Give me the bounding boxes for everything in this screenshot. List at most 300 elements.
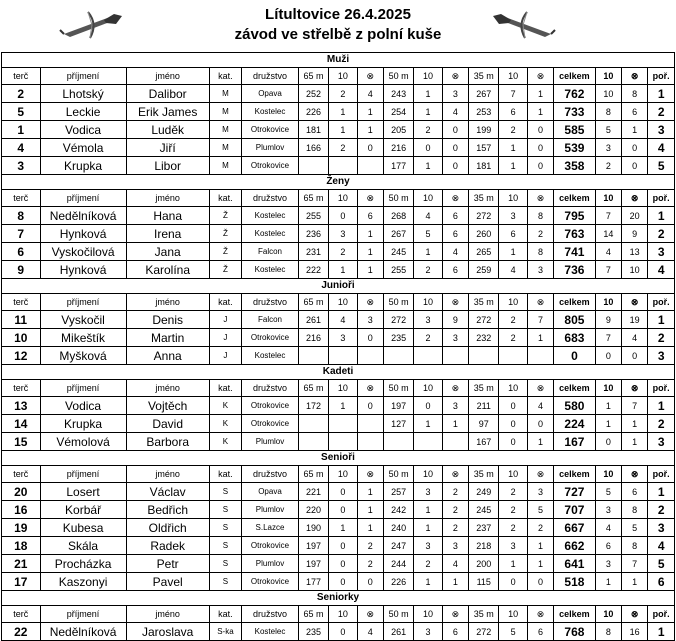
cell-surname: Procházka — [40, 555, 126, 573]
cell-team: Opava — [242, 85, 299, 103]
cell-score-65: 226 — [298, 103, 328, 121]
cell-x-total: 4 — [622, 329, 648, 347]
column-header-score-65: 65 m — [298, 190, 328, 207]
cell-tens-50: 3 — [414, 311, 442, 329]
cell-team: Plumlov — [242, 555, 299, 573]
cell-target: 15 — [2, 433, 41, 451]
cell-tens-35: 3 — [499, 537, 527, 555]
cell-tens-total: 6 — [595, 537, 621, 555]
column-header-surname: příjmení — [40, 466, 126, 483]
cell-tens-total: 1 — [595, 397, 621, 415]
cell-score-50: 243 — [383, 85, 413, 103]
column-header-x-50: ⊗ — [442, 606, 468, 623]
cell-x-65: 6 — [357, 207, 383, 225]
cell-x-total: 9 — [622, 225, 648, 243]
cell-score-65: 255 — [298, 207, 328, 225]
cell-tens-35: 7 — [499, 85, 527, 103]
cell-tens-35: 1 — [499, 243, 527, 261]
cell-tens-35: 4 — [499, 261, 527, 279]
cell-score-65 — [298, 347, 328, 365]
cell-tens-50: 2 — [414, 555, 442, 573]
column-header-tens-50: 10 — [414, 606, 442, 623]
cell-score-35: 199 — [469, 121, 499, 139]
column-header-total: celkem — [554, 606, 596, 623]
cell-tens-total: 0 — [595, 433, 621, 451]
cell-x-total: 7 — [622, 555, 648, 573]
cell-first-name: Radek — [126, 537, 209, 555]
cell-tens-65: 3 — [329, 329, 357, 347]
column-header-score-65: 65 m — [298, 606, 328, 623]
column-header-first-name: jméno — [126, 466, 209, 483]
cell-x-35 — [527, 347, 553, 365]
column-header-target: terč — [2, 380, 41, 397]
column-header-category: kat. — [209, 606, 241, 623]
cell-x-65 — [357, 415, 383, 433]
column-header-x-65: ⊗ — [357, 606, 383, 623]
cell-x-35: 1 — [527, 85, 553, 103]
cell-target: 22 — [2, 623, 41, 641]
cell-tens-total: 8 — [595, 623, 621, 641]
column-header-x-total: ⊗ — [622, 606, 648, 623]
cell-x-50: 2 — [442, 519, 468, 537]
cell-category: Ž — [209, 225, 241, 243]
cell-score-50: 177 — [383, 157, 413, 175]
cell-tens-50: 1 — [414, 243, 442, 261]
column-header-x-35: ⊗ — [527, 190, 553, 207]
cell-x-total: 1 — [622, 433, 648, 451]
cell-score-65: 235 — [298, 623, 328, 641]
table-row — [2, 225, 675, 243]
cell-surname: Vémola — [40, 139, 126, 157]
column-header-target: terč — [2, 606, 41, 623]
cell-target: 17 — [2, 573, 41, 591]
cell-tens-total: 8 — [595, 103, 621, 121]
cell-x-35: 3 — [527, 483, 553, 501]
cell-tens-35: 0 — [499, 397, 527, 415]
column-header-rank: poř. — [648, 68, 675, 85]
cell-x-35: 0 — [527, 139, 553, 157]
cell-tens-65: 0 — [329, 537, 357, 555]
cell-x-35: 4 — [527, 397, 553, 415]
cell-total: 358 — [554, 157, 596, 175]
table-row — [2, 311, 675, 329]
column-header-score-35: 35 m — [469, 606, 499, 623]
cell-surname: Kaszonyi — [40, 573, 126, 591]
cell-x-50: 4 — [442, 555, 468, 573]
column-header-target: terč — [2, 68, 41, 85]
section-title-row — [2, 451, 675, 466]
cell-first-name: David — [126, 415, 209, 433]
cell-first-name: Jana — [126, 243, 209, 261]
cell-tens-total: 14 — [595, 225, 621, 243]
column-header-score-35: 35 m — [469, 466, 499, 483]
cell-team: Kostelec — [242, 347, 299, 365]
cell-team: Falcon — [242, 243, 299, 261]
cell-tens-65: 0 — [329, 555, 357, 573]
column-header-x-65: ⊗ — [357, 380, 383, 397]
cell-tens-65: 4 — [329, 311, 357, 329]
cell-total: 585 — [554, 121, 596, 139]
cell-first-name: Jaroslava — [126, 623, 209, 641]
cell-x-total: 16 — [622, 623, 648, 641]
cell-total: 224 — [554, 415, 596, 433]
section-title: Senioři — [2, 451, 675, 466]
cell-first-name: Petr — [126, 555, 209, 573]
cell-first-name: Martin — [126, 329, 209, 347]
cell-first-name: Vojtěch — [126, 397, 209, 415]
cell-target: 1 — [2, 121, 41, 139]
cell-tens-50: 1 — [414, 103, 442, 121]
cell-target: 19 — [2, 519, 41, 537]
cell-surname: Krupka — [40, 415, 126, 433]
cell-x-total: 7 — [622, 397, 648, 415]
cell-surname: Nedělníková — [40, 623, 126, 641]
cell-score-65: 220 — [298, 501, 328, 519]
table-row — [2, 207, 675, 225]
cell-tens-65: 1 — [329, 397, 357, 415]
cell-tens-total: 3 — [595, 555, 621, 573]
column-header-total: celkem — [554, 466, 596, 483]
cell-score-50: 216 — [383, 139, 413, 157]
cell-tens-35: 2 — [499, 501, 527, 519]
cell-tens-50: 3 — [414, 537, 442, 555]
cell-score-50: 267 — [383, 225, 413, 243]
cell-x-50: 6 — [442, 225, 468, 243]
column-header-x-65: ⊗ — [357, 190, 383, 207]
column-header-tens-50: 10 — [414, 68, 442, 85]
table-row — [2, 483, 675, 501]
cell-total: 727 — [554, 483, 596, 501]
cell-target: 10 — [2, 329, 41, 347]
cell-tens-65: 0 — [329, 623, 357, 641]
column-header-score-65: 65 m — [298, 380, 328, 397]
cell-x-65: 0 — [357, 139, 383, 157]
column-header-team: družstvo — [242, 606, 299, 623]
cell-tens-65: 1 — [329, 103, 357, 121]
cell-tens-35: 2 — [499, 483, 527, 501]
cell-surname: Kubesa — [40, 519, 126, 537]
cell-score-50: 127 — [383, 415, 413, 433]
cell-score-35: 249 — [469, 483, 499, 501]
cell-tens-35: 1 — [499, 157, 527, 175]
cell-target: 2 — [2, 85, 41, 103]
cell-category: Ž — [209, 243, 241, 261]
cell-rank: 2 — [648, 329, 675, 347]
column-header-tens-50: 10 — [414, 190, 442, 207]
cell-total: 539 — [554, 139, 596, 157]
table-row — [2, 139, 675, 157]
cell-category: J — [209, 311, 241, 329]
cell-rank: 5 — [648, 157, 675, 175]
cell-rank: 3 — [648, 121, 675, 139]
cell-tens-65 — [329, 433, 357, 451]
column-header-tens-65: 10 — [329, 380, 357, 397]
cell-x-total: 0 — [622, 157, 648, 175]
column-header-score-50: 50 m — [383, 380, 413, 397]
cell-first-name: Denis — [126, 311, 209, 329]
column-header-score-35: 35 m — [469, 68, 499, 85]
table-row — [2, 573, 675, 591]
column-header-score-65: 65 m — [298, 294, 328, 311]
cell-total: 580 — [554, 397, 596, 415]
cell-rank: 3 — [648, 243, 675, 261]
cell-score-65: 216 — [298, 329, 328, 347]
cell-tens-50 — [414, 347, 442, 365]
cell-score-35: 245 — [469, 501, 499, 519]
cell-x-50: 6 — [442, 207, 468, 225]
cell-score-50: 197 — [383, 397, 413, 415]
column-header-tens-total: 10 — [595, 466, 621, 483]
column-header-surname: příjmení — [40, 190, 126, 207]
cell-target: 13 — [2, 397, 41, 415]
cell-target: 9 — [2, 261, 41, 279]
column-header-x-total: ⊗ — [622, 380, 648, 397]
cell-score-65 — [298, 433, 328, 451]
cell-surname: Nedělníková — [40, 207, 126, 225]
cell-x-35: 2 — [527, 225, 553, 243]
section-title: Ženy — [2, 175, 675, 190]
cell-score-35: 237 — [469, 519, 499, 537]
cell-tens-total: 0 — [595, 347, 621, 365]
cell-x-total: 1 — [622, 415, 648, 433]
cell-x-50: 9 — [442, 311, 468, 329]
cell-score-50: 261 — [383, 623, 413, 641]
cell-target: 11 — [2, 311, 41, 329]
cell-tens-65: 0 — [329, 207, 357, 225]
column-header-rank: poř. — [648, 380, 675, 397]
column-header-tens-65: 10 — [329, 190, 357, 207]
cell-x-50: 0 — [442, 139, 468, 157]
cell-tens-50: 0 — [414, 139, 442, 157]
cell-target: 6 — [2, 243, 41, 261]
column-header-x-65: ⊗ — [357, 466, 383, 483]
cell-category: Ž — [209, 207, 241, 225]
column-header-x-total: ⊗ — [622, 294, 648, 311]
page-subtitle: závod ve střelbě z polní kuše — [234, 26, 442, 43]
cell-score-35: 167 — [469, 433, 499, 451]
cell-score-65: 236 — [298, 225, 328, 243]
cell-tens-50: 4 — [414, 207, 442, 225]
cell-rank: 4 — [648, 261, 675, 279]
cell-tens-total: 1 — [595, 573, 621, 591]
section-title: Kadeti — [2, 365, 675, 380]
cell-score-50: 272 — [383, 311, 413, 329]
cell-tens-total: 9 — [595, 311, 621, 329]
table-row — [2, 501, 675, 519]
cell-x-35: 1 — [527, 433, 553, 451]
cell-score-35 — [469, 347, 499, 365]
column-header-x-35: ⊗ — [527, 380, 553, 397]
cell-score-35: 232 — [469, 329, 499, 347]
cell-score-35: 265 — [469, 243, 499, 261]
column-header-tens-35: 10 — [499, 68, 527, 85]
cell-tens-35: 5 — [499, 623, 527, 641]
cell-rank: 5 — [648, 555, 675, 573]
cell-team: Kostelec — [242, 623, 299, 641]
cell-x-65: 1 — [357, 501, 383, 519]
cell-rank: 2 — [648, 225, 675, 243]
cell-rank: 1 — [648, 207, 675, 225]
column-header-x-50: ⊗ — [442, 190, 468, 207]
cell-tens-65 — [329, 415, 357, 433]
cell-tens-total: 10 — [595, 85, 621, 103]
column-header-tens-65: 10 — [329, 68, 357, 85]
table-row — [2, 537, 675, 555]
cell-tens-total: 3 — [595, 139, 621, 157]
cell-score-35: 253 — [469, 103, 499, 121]
column-header-target: terč — [2, 190, 41, 207]
cell-team: Plumlov — [242, 501, 299, 519]
cell-category: M — [209, 139, 241, 157]
cell-first-name: Anna — [126, 347, 209, 365]
column-header-tens-50: 10 — [414, 294, 442, 311]
cell-surname: Krupka — [40, 157, 126, 175]
cell-tens-50: 5 — [414, 225, 442, 243]
cell-tens-35: 6 — [499, 225, 527, 243]
cell-x-65 — [357, 157, 383, 175]
column-header-tens-65: 10 — [329, 466, 357, 483]
cell-category: K — [209, 397, 241, 415]
cell-tens-50: 1 — [414, 85, 442, 103]
cell-score-50: 242 — [383, 501, 413, 519]
column-header-category: kat. — [209, 380, 241, 397]
column-header-x-total: ⊗ — [622, 68, 648, 85]
cell-score-35: 181 — [469, 157, 499, 175]
cell-surname: Vodica — [40, 121, 126, 139]
cell-x-50: 3 — [442, 85, 468, 103]
cell-category: M — [209, 103, 241, 121]
cell-tens-50: 3 — [414, 483, 442, 501]
cell-rank: 3 — [648, 433, 675, 451]
cell-team: Kostelec — [242, 225, 299, 243]
cell-tens-50: 2 — [414, 261, 442, 279]
cell-score-35: 272 — [469, 623, 499, 641]
cell-total: 763 — [554, 225, 596, 243]
cell-x-65 — [357, 347, 383, 365]
cell-team: Otrokovice — [242, 157, 299, 175]
cell-x-total: 6 — [622, 483, 648, 501]
cell-surname: Myšková — [40, 347, 126, 365]
cell-surname: Vodica — [40, 397, 126, 415]
cell-tens-50: 1 — [414, 501, 442, 519]
cell-score-65: 252 — [298, 85, 328, 103]
column-header-team: družstvo — [242, 466, 299, 483]
cell-x-total: 8 — [622, 85, 648, 103]
cell-x-35: 3 — [527, 261, 553, 279]
column-header-category: kat. — [209, 190, 241, 207]
cell-x-35: 5 — [527, 501, 553, 519]
cell-x-35: 2 — [527, 519, 553, 537]
cell-score-50: 247 — [383, 537, 413, 555]
cell-tens-total: 2 — [595, 157, 621, 175]
cell-team: Otrokovice — [242, 121, 299, 139]
cell-score-65: 261 — [298, 311, 328, 329]
cell-surname: Korbář — [40, 501, 126, 519]
table-row — [2, 103, 675, 121]
cell-x-total: 1 — [622, 573, 648, 591]
cell-score-50: 235 — [383, 329, 413, 347]
cell-team: Plumlov — [242, 139, 299, 157]
cell-tens-65: 3 — [329, 225, 357, 243]
column-header-score-35: 35 m — [469, 380, 499, 397]
cell-first-name: Jiří — [126, 139, 209, 157]
column-header-first-name: jméno — [126, 606, 209, 623]
cell-team: Kostelec — [242, 207, 299, 225]
cell-x-35: 7 — [527, 311, 553, 329]
cell-score-35: 272 — [469, 311, 499, 329]
cell-total: 641 — [554, 555, 596, 573]
column-header-tens-35: 10 — [499, 294, 527, 311]
cell-x-65: 4 — [357, 623, 383, 641]
cell-tens-50: 1 — [414, 519, 442, 537]
column-header-total: celkem — [554, 190, 596, 207]
cell-rank: 2 — [648, 103, 675, 121]
column-header-tens-total: 10 — [595, 190, 621, 207]
cell-surname: Vyskočil — [40, 311, 126, 329]
cell-first-name: Erik James — [126, 103, 209, 121]
section-title: Junioři — [2, 279, 675, 294]
cell-surname: Lhotský — [40, 85, 126, 103]
table-row — [2, 555, 675, 573]
cell-target: 12 — [2, 347, 41, 365]
table-row — [2, 347, 675, 365]
cell-target: 5 — [2, 103, 41, 121]
column-header-row — [2, 190, 675, 207]
column-header-row — [2, 606, 675, 623]
column-header-x-65: ⊗ — [357, 68, 383, 85]
column-header-row — [2, 294, 675, 311]
cell-category: S-ka — [209, 623, 241, 641]
column-header-category: kat. — [209, 294, 241, 311]
table-row — [2, 329, 675, 347]
cell-score-35: 200 — [469, 555, 499, 573]
cell-tens-65 — [329, 157, 357, 175]
cell-category: S — [209, 537, 241, 555]
column-header-total: celkem — [554, 294, 596, 311]
cell-total: 762 — [554, 85, 596, 103]
cell-surname: Vémolová — [40, 433, 126, 451]
cell-x-total: 8 — [622, 501, 648, 519]
cell-category: S — [209, 519, 241, 537]
column-header-x-total: ⊗ — [622, 466, 648, 483]
cell-tens-65 — [329, 347, 357, 365]
cell-score-50: 205 — [383, 121, 413, 139]
cell-score-35: 115 — [469, 573, 499, 591]
cell-total: 736 — [554, 261, 596, 279]
cell-x-65: 1 — [357, 225, 383, 243]
cell-tens-35 — [499, 347, 527, 365]
column-header-tens-total: 10 — [595, 380, 621, 397]
column-header-score-50: 50 m — [383, 294, 413, 311]
cell-target: 14 — [2, 415, 41, 433]
cell-total: 518 — [554, 573, 596, 591]
cell-score-65: 172 — [298, 397, 328, 415]
cell-total: 741 — [554, 243, 596, 261]
cell-total: 662 — [554, 537, 596, 555]
column-header-team: družstvo — [242, 190, 299, 207]
cell-x-total: 13 — [622, 243, 648, 261]
cell-x-total: 5 — [622, 519, 648, 537]
column-header-x-50: ⊗ — [442, 466, 468, 483]
cell-x-35: 1 — [527, 555, 553, 573]
cell-team: Otrokovice — [242, 397, 299, 415]
cell-rank: 2 — [648, 501, 675, 519]
column-header-tens-total: 10 — [595, 68, 621, 85]
cell-tens-65: 1 — [329, 121, 357, 139]
cell-team: Plumlov — [242, 433, 299, 451]
cell-x-50: 6 — [442, 623, 468, 641]
column-header-rank: poř. — [648, 606, 675, 623]
